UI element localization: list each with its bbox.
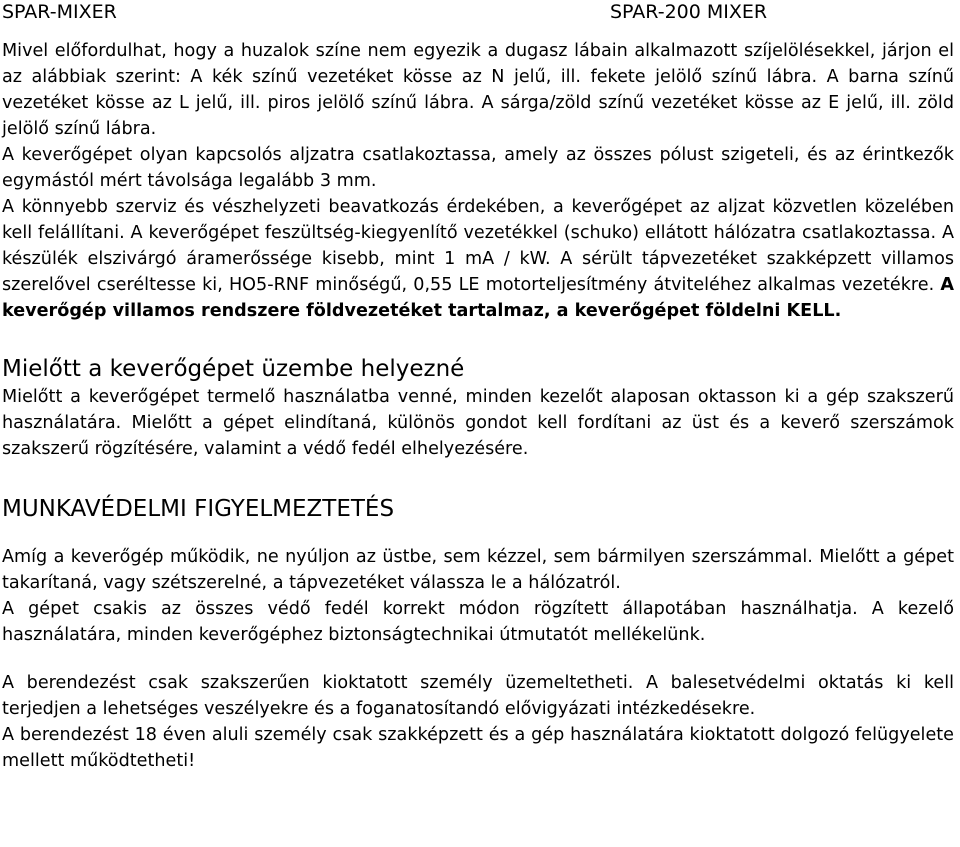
safety-section: [2, 494, 954, 774]
wiring-section: [2, 38, 954, 324]
safety-paragraph-1: Amíg a keverőgép működik, ne nyúljon az üstbe, sem kézzel, sem bármilyen szerszámmal. Mielőtt a gépet takarítaná, vagy szétszerelné, a tápvezetéket válassza le a hálózatról.: [2, 547, 954, 593]
grounding-warning: A keverőgép villamos rendszere földvezetéket tartalmaz, a keverőgépet földelni KELL.: [2, 275, 954, 321]
safety-paragraph-3: A berendezést csak szakszerűen kioktatott személy üzemeltetheti. A balesetvédelmi oktatás ki kell terjedjen a lehetséges veszélyekre és a foganatosítandó elővigyázati intézkedésekre.: [2, 673, 954, 719]
page-header: [2, 0, 954, 26]
header-left-title: SPAR-MIXER: [2, 1, 117, 23]
prep-paragraph: Mielőtt a keverőgépet termelő használatba venné, minden kezelőt alaposan oktasson ki a gép szakszerű használatára. Mielőtt a gépet elindítaná, különös gondot kell fordítani az üst és a keverő szerszámok szakszerű rögzítésére, valamint a védő fedél elhelyezésére.: [2, 387, 954, 459]
wiring-paragraph-3-text: A könnyebb szerviz és vészhelyzeti beavatkozás érdekében, a keverőgépet az aljzat közvetlen közelében kell felállítani. A keverőgépet feszültség-kiegyenlítő vezetékkel (schuko) ellátott hálózatra csatlakoztassa. A készülék elszivárgó áramerőssége kisebb, mint 1 mA / kW. A sérült tápvezetéket szakképzett villamos szerelővel cseréltesse ki, HO5-RNF minőségű, 0,55 LE motorteljesítmény átviteléhez alkalmas vezetékre.: [2, 197, 954, 295]
wiring-paragraph-1: Mivel előfordulhat, hogy a huzalok színe nem egyezik a dugasz lábain alkalmazott szíjelölésekkel, járjon el az alábbiak szerint: A kék színű vezetéket kösse az N jelű, ill. fekete jelölő színű lábra. A barna színű vezetéket kösse az L jelű, ill. piros jelölő színű lábra. A sárga/zöld színű vezetéket kösse az E jelű, ill. zöld jelölő színű lábra.: [2, 41, 954, 139]
safety-paragraph-4: A berendezést 18 éven aluli személy csak szakképzett és a gép használatára kioktatott dolgozó felügyelete mellett működtetheti!: [2, 725, 954, 771]
prep-section: [2, 354, 954, 462]
safety-paragraph-2: A gépet csakis az összes védő fedél korrekt módon rögzített állapotában használhatja. A kezelő használatára, minden keverőgéphez biztonságtechnikai útmutatót mellékelünk.: [2, 599, 954, 645]
prep-heading: Mielőtt a keverőgépet üzembe helyezné: [2, 356, 465, 382]
safety-heading: MUNKAVÉDELMI FIGYELMEZTETÉS: [2, 496, 395, 522]
wiring-paragraph-2: A keverőgépet olyan kapcsolós aljzatra csatlakoztassa, amely az összes pólust szigeteli, és az érintkezők egymástól mért távolsága legalább 3 mm.: [2, 145, 954, 191]
wiring-paragraph-3: [2, 194, 954, 324]
header-right-title: SPAR-200 MIXER: [610, 1, 768, 23]
